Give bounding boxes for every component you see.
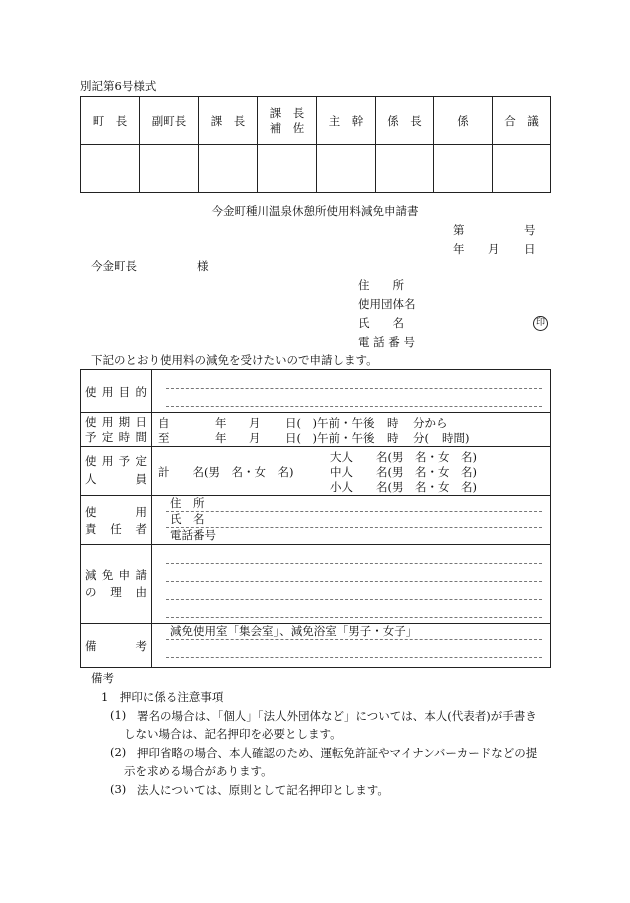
responsible-address: 住 所 — [166, 496, 542, 512]
period-from-day: 日( )午前・午後 — [285, 416, 375, 430]
people-label-1: 使用予定 — [85, 454, 147, 468]
period-to-day: 日( )午前・午後 — [285, 431, 375, 445]
responsible-name: 氏 名 — [166, 512, 542, 528]
period-to-line — [152, 430, 550, 445]
remarks-label-cell — [81, 624, 152, 668]
approval-header-staff: 係 — [434, 97, 493, 145]
approval-stamp-cell[interactable] — [258, 145, 317, 193]
page-title: 今金町種川温泉休憩所使用料減免申請書 — [211, 204, 419, 218]
reason-field[interactable] — [152, 545, 551, 624]
period-label-1: 使用期日 — [85, 415, 147, 429]
people-middle: 中人 名(男 名・女 名) — [330, 465, 477, 479]
notes-sub2-number: (2) — [110, 745, 127, 759]
addressee: 今金町長 — [91, 259, 137, 273]
approval-header-chief-officer: 主 幹 — [317, 97, 376, 145]
remarks-text: 減免使用室「集会室」、減免浴室「男子・女子」 — [166, 624, 542, 640]
approval-stamp-table — [80, 96, 551, 193]
period-to-prefix: 至 — [158, 431, 170, 445]
applicant-name-label: 氏 名 — [358, 316, 404, 330]
application-form-table — [80, 369, 551, 668]
period-label-cell — [81, 413, 152, 447]
period-field[interactable] — [152, 413, 551, 447]
approval-header-unit-chief: 係 長 — [376, 97, 434, 145]
notes-sub2-line-a: 押印省略の場合、本人確認のため、運転免許証やマイナンバーカードなどの提 — [137, 746, 538, 760]
number-prefix: 第 — [453, 223, 465, 237]
period-to-duration: 時間) — [442, 431, 470, 445]
period-from-prefix: 自 — [158, 416, 170, 430]
responsible-field[interactable] — [152, 496, 551, 545]
responsible-label-1: 使 用 — [85, 505, 147, 519]
period-to-hour: 時 — [387, 431, 399, 445]
purpose-label-cell — [81, 370, 152, 413]
period-to-month: 月 — [249, 431, 261, 445]
notes-sub1-line-a: 署名の場合は、「個人」「法人外団体など」については、本人(代表者)が手書き — [137, 709, 537, 723]
notes-sub1-number: (1) — [110, 708, 127, 722]
purpose-label: 使用目的 — [85, 385, 147, 399]
people-label-2: 人 員 — [85, 472, 147, 486]
people-child: 小人 名(男 名・女 名) — [330, 480, 477, 494]
seal-icon: 印 — [533, 314, 548, 331]
addressee-suffix: 様 — [197, 259, 209, 273]
people-field[interactable] — [152, 447, 551, 496]
approval-header-assistant-chief: 課 長 補 佐 — [258, 97, 317, 145]
period-from-hour: 時 — [387, 416, 399, 430]
period-from-month: 月 — [249, 416, 261, 430]
approval-stamp-cell[interactable] — [493, 145, 551, 193]
date-day: 日 — [524, 242, 536, 256]
approval-stamp-cell[interactable] — [140, 145, 199, 193]
applicant-group-label: 使用団体名 — [358, 297, 416, 311]
approval-header-deputy-mayor: 副町長 — [140, 97, 199, 145]
approval-stamp-cell[interactable] — [434, 145, 493, 193]
number-suffix: 号 — [524, 223, 536, 237]
period-to-minute: 分( — [413, 431, 429, 445]
approval-header-section-chief: 課 長 — [199, 97, 258, 145]
remarks-label: 備 考 — [85, 639, 147, 653]
approval-header-mayor: 町 長 — [81, 97, 140, 145]
form-id: 別記第6号様式 — [80, 79, 157, 93]
people-adult: 大人 名(男 名・女 名) — [330, 450, 477, 464]
approval-stamp-cell[interactable] — [81, 145, 140, 193]
reason-label-2: の 理 由 — [85, 585, 147, 599]
intro-text: 下記のとおり使用料の減免を受けたいので申請します。 — [91, 353, 378, 367]
notes-heading: 備考 — [91, 671, 114, 685]
reason-label-1: 減免申請 — [85, 568, 147, 582]
notes-sub3-number: (3) — [110, 782, 127, 796]
period-from-minute: 分から — [413, 416, 448, 430]
responsible-label-2: 責 任 者 — [85, 522, 147, 536]
date-year: 年 — [453, 242, 465, 256]
applicant-phone-label: 電 話 番 号 — [358, 335, 415, 349]
date-month: 月 — [488, 242, 500, 256]
notes-sub2-line-b: 示を求める場合があります。 — [124, 764, 273, 778]
purpose-field[interactable] — [152, 370, 551, 413]
notes-sub3-line-a: 法人については、原則として記名押印とします。 — [137, 783, 389, 797]
period-from-line — [152, 415, 550, 430]
people-total: 計 名(男 名・女 名) — [158, 465, 294, 479]
responsible-phone: 電話番号 — [170, 528, 216, 542]
approval-stamp-cell[interactable] — [376, 145, 434, 193]
responsible-label-cell — [81, 496, 152, 545]
remarks-field[interactable] — [152, 624, 551, 668]
approval-stamp-cell[interactable] — [317, 145, 376, 193]
people-label-cell — [81, 447, 152, 496]
period-label-2: 予定時間 — [85, 430, 147, 444]
period-from-year: 年 — [215, 416, 227, 430]
reason-label-cell — [81, 545, 152, 624]
applicant-address-label: 住 所 — [358, 278, 404, 292]
notes-sub1-line-b: しない場合は、記名押印を必要とします。 — [124, 727, 342, 741]
approval-header-consultation: 合 議 — [493, 97, 551, 145]
approval-stamp-cell[interactable] — [199, 145, 258, 193]
period-to-year: 年 — [215, 431, 227, 445]
notes-item-1: 1 押印に係る注意事項 — [101, 690, 224, 704]
